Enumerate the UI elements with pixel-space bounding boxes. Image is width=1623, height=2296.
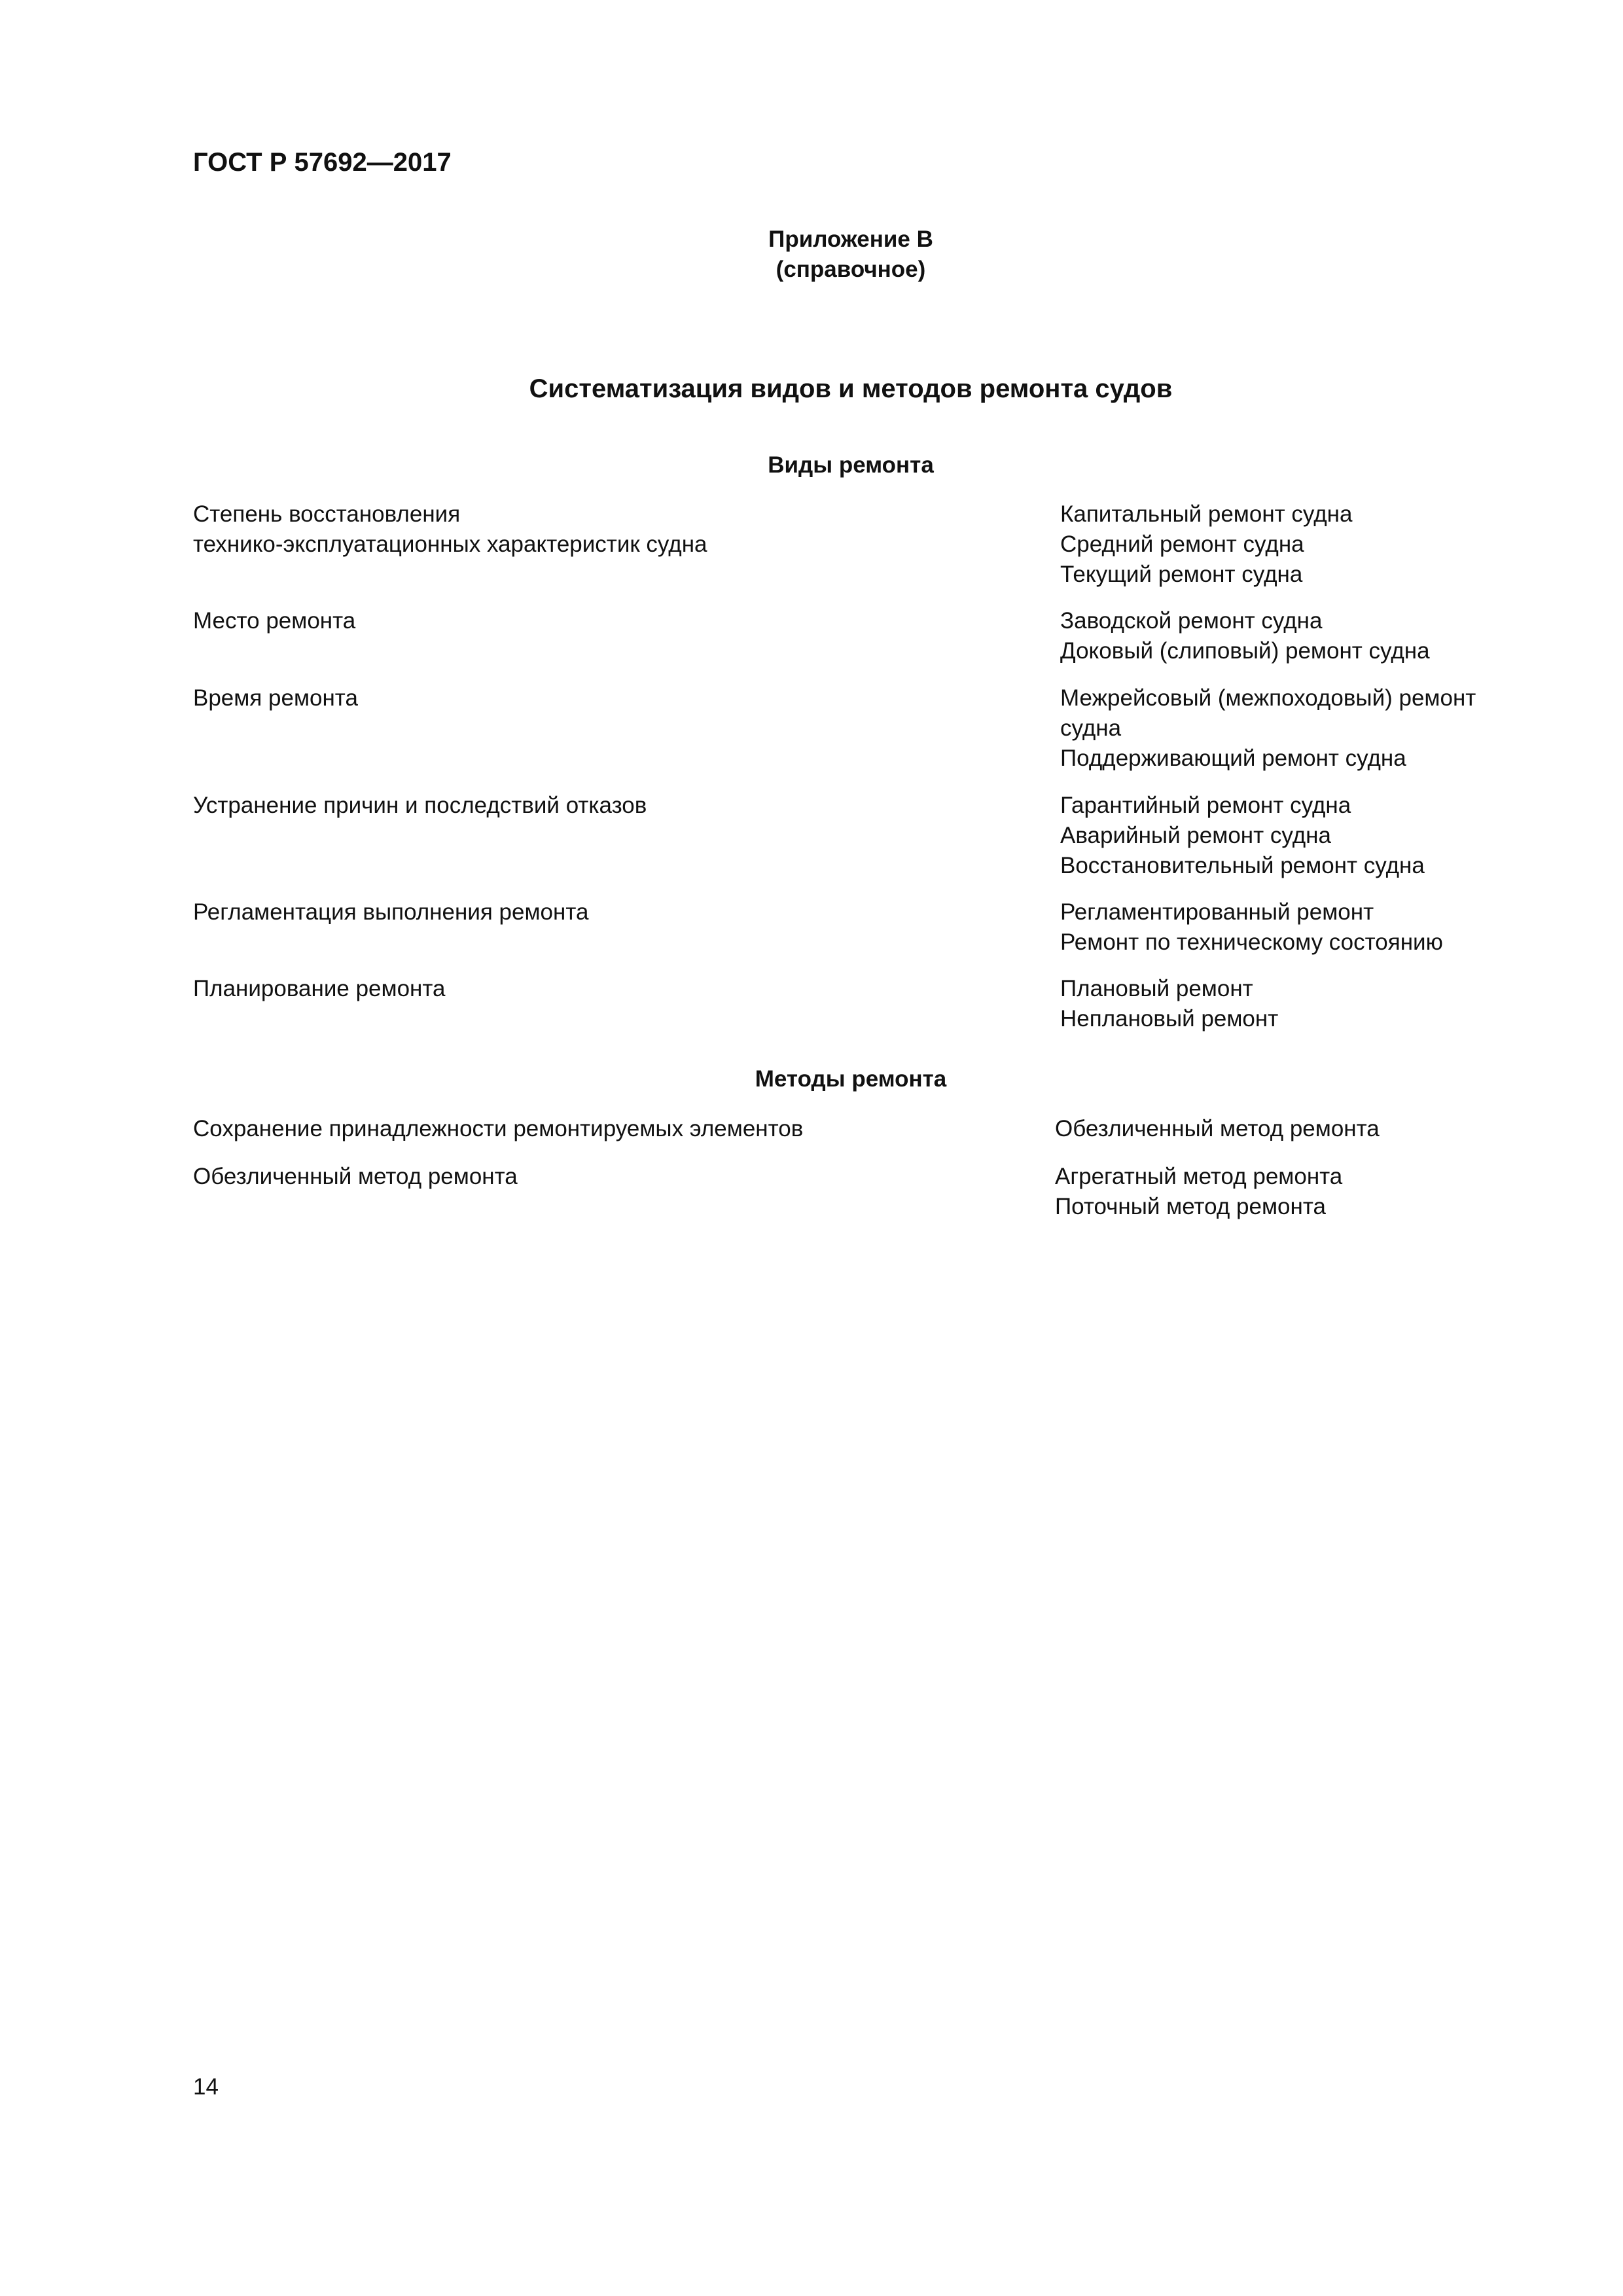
value-line: Поточный метод ремонта [1055,1194,1326,1219]
row-values [1055,1162,1526,1222]
criterion-line: Обезличенный метод ремонта [193,1164,518,1189]
value-line: Текущий ремонт судна [1060,562,1303,587]
value-line: Регламентированный ремонт [1060,899,1374,925]
row-values [1060,683,1531,774]
value-line: Капитальный ремонт судна [1060,501,1353,527]
value-line: Доковый (слиповый) ремонт судна [1060,638,1430,664]
row-criterion [193,1162,978,1192]
value-line: Плановый ремонт [1060,976,1253,1001]
document-code: ГОСТ Р 57692—2017 [193,148,452,177]
row-values [1060,606,1531,666]
row-values [1060,974,1531,1034]
row-values [1055,1114,1526,1144]
value-line: Гарантийный ремонт судна [1060,793,1351,818]
criterion-line: Устранение причин и последствий отказов [193,793,647,818]
value-line: Межрейсовый (межпоходовый) ремонт [1060,685,1476,711]
appendix-label: Приложение В [768,226,933,252]
row-criterion [193,683,978,713]
section-heading-types: Виды ремонта [768,452,934,478]
value-line: Неплановый ремонт [1060,1006,1279,1031]
row-criterion [193,499,978,560]
row-criterion [193,606,978,636]
row-values [1060,499,1531,590]
row-criterion [193,974,978,1004]
value-line: Заводской ремонт судна [1060,608,1323,634]
appendix-status: (справочное) [776,257,926,282]
page-number: 14 [193,2074,219,2100]
criterion-line: технико-эксплуатационных характеристик судна [193,531,707,557]
value-line: Восстановительный ремонт судна [1060,853,1425,878]
appendix-heading [0,224,1623,285]
row-criterion [193,791,978,821]
value-line: Средний ремонт судна [1060,531,1304,557]
value-line: Аварийный ремонт судна [1060,823,1331,848]
value-line: Ремонт по техническому состоянию [1060,929,1443,955]
value-line: судна [1060,715,1122,741]
criterion-line: Место ремонта [193,608,356,634]
criterion-line: Степень восстановления [193,501,461,527]
value-line: Обезличенный метод ремонта [1055,1116,1380,1141]
row-values [1060,791,1531,881]
main-title: Систематизация видов и методов ремонта судов [529,374,1173,403]
criterion-line: Планирование ремонта [193,976,446,1001]
criterion-line: Время ремонта [193,685,358,711]
section-heading-methods: Методы ремонта [755,1066,947,1092]
value-line: Агрегатный метод ремонта [1055,1164,1343,1189]
row-criterion [193,1114,978,1144]
criterion-line: Сохранение принадлежности ремонтируемых элементов [193,1116,804,1141]
row-criterion [193,897,978,927]
value-line: Поддерживающий ремонт судна [1060,745,1406,771]
criterion-line: Регламентация выполнения ремонта [193,899,589,925]
row-values [1060,897,1531,958]
